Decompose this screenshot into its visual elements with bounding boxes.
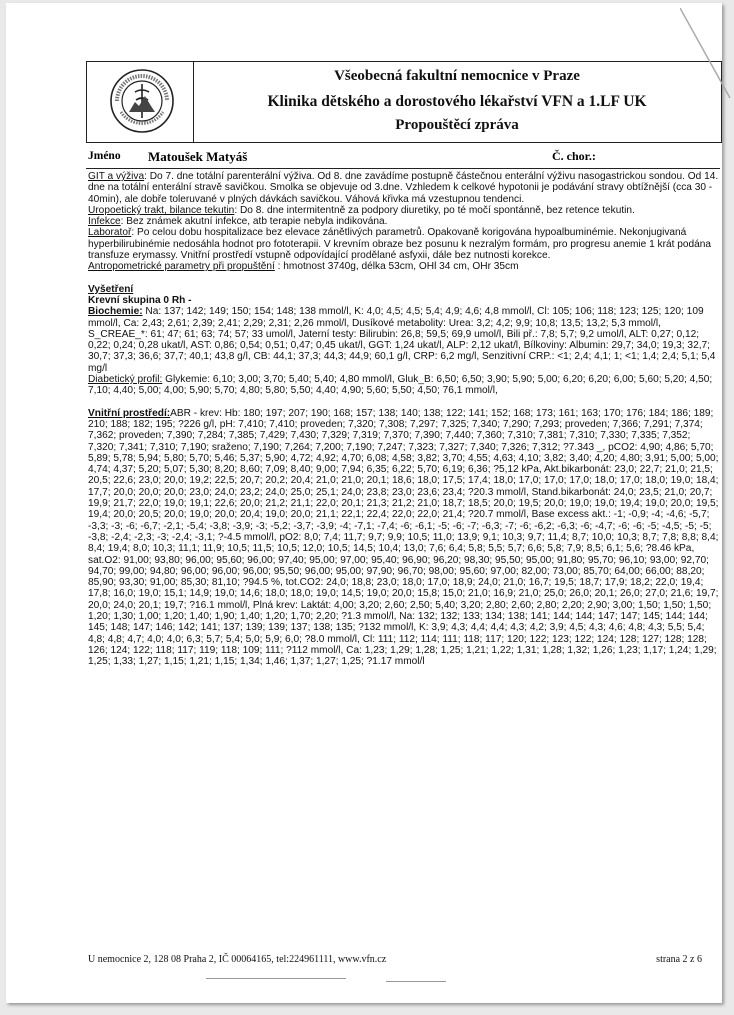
patient-row bbox=[86, 148, 720, 169]
uro-text: : Do 8. dne intermitentně za podpory diuretiky, po té močí spontánně, bez retence tekutin. bbox=[234, 204, 635, 216]
footer-address: U nemocnice 2, 128 08 Praha 2, IČ 00064165, tel:224961111, www.vfn.cz bbox=[88, 954, 387, 965]
lab-label: Laboratoř bbox=[88, 227, 132, 239]
footer bbox=[88, 954, 720, 965]
anthro-text: : hmotnost 3740g, délka 53cm, OHl 34 cm, OHr 35cm bbox=[274, 261, 519, 273]
patient-name: Matoušek Matyáš bbox=[148, 149, 248, 164]
git-text: : Do 7. dne totální parenterální výživa. Od 8. dne zavádíme postupně částečnou enterální výživu nasogastrickou sondou. Od 14. dne na totální enterální stravě savičkou. Smolka se objevuje od 3.dne. Vzhledem k celkové hypotonii je podávání stravy obtížnější (cca 30 - 40min), ale dobře toleruvané v plných dávkách savičkou. Váhová křivka má vzestupnou tendenci. bbox=[88, 171, 719, 205]
document-page bbox=[6, 3, 722, 1003]
lab-text: : Po celou dobu hospitalizace bez elevace zánětlivých parametrů. Opakovaně korigována hypoalbuminémie. Nekonjugivaná hyperbilirubinémie nedosáhla hodnot pro fototerapii. V krevním obraze bez posunu k nezralým formám, pro progresu anemie 1 krát podána transfuze erymassy. Vnitřní prostředí vstupně odpovídající prodělané asfyxii, dále bez nutnosti korekce. bbox=[88, 227, 712, 262]
hospital-seal-logo bbox=[109, 68, 175, 134]
blood-group: Krevní skupina 0 Rh - bbox=[88, 294, 192, 306]
vysetreni-heading: Vyšetření bbox=[88, 283, 134, 295]
inf-paragraph bbox=[88, 216, 720, 227]
name-label: Jméno bbox=[88, 150, 121, 162]
inf-label: Infekce bbox=[88, 216, 121, 228]
scan-artifact-line bbox=[206, 978, 346, 979]
biochemie-paragraph bbox=[88, 306, 720, 374]
vnitrni-paragraph bbox=[88, 408, 720, 668]
report-body bbox=[88, 171, 720, 667]
vnitrni-label: Vnitřní prostředí: bbox=[88, 407, 171, 419]
diab-text: Glykemie: 6,10; 3,00; 3,70; 5,40; 5,40; 4,80 mmol/l, Gluk_B: 6,50; 6,50; 3,90; 5,90; 5,00; 6,20; 6,20; 6,00; 5,60; 5,20; 4,50; 7,10; 4,40; 5,00; 4,00; 5,90; 5,70; 4,80; 5,80; 5,50; 4,40; 4,90; 5,60; 5,50; 4,50; 76,1 mmol/l, bbox=[88, 374, 713, 397]
diab-paragraph bbox=[88, 374, 720, 397]
page-number: strana 2 z 6 bbox=[656, 954, 702, 965]
hospital-name: Všeobecná fakultní nemocnice v Praze bbox=[334, 68, 580, 84]
inf-text: : Bez známek akutní infekce, atb terapie nebyla indikována. bbox=[120, 216, 388, 228]
anthro-label: Antropometrické parametry při propuštění bbox=[88, 261, 275, 273]
biochemie-label: Biochemie: bbox=[88, 306, 143, 318]
git-paragraph bbox=[88, 171, 720, 205]
uro-paragraph bbox=[88, 205, 720, 216]
clinic-name: Klinika dětského a dorostového lékařství VFN a 1.LF UK bbox=[267, 93, 647, 110]
vnitrni-text: ABR - krev: Hb: 180; 197; 207; 190; 168; 157; 138; 140; 138; 122; 141; 152; 168; 173; 161; 163; 170; 176; 184; 186; 189; 210; 188; 182; 195; ?226 g/l, pH: 7,410; 7,410; proveden; 7,320; 7,308; 7,297; 7,325; 7,340; 7,290; 7,293; proveden; 7,366; 7,291; 7,374; 7,362; proveden; 7,390; 7,284; 7,385; 7,429; 7,430; 7,329; 7,319; 7,370; 7,390; 7,440; 7,360; 7,310; 7,381; 7,310; 7,330; 7,335; 7,352; 7,320; 7,341; 7,310; 7,190; sraženo; 7,190; 7,264; 7,200; 7,190; 7,247; 7,323; 7,327; 7,340; 7,326; 7,312; ?7.343 _, pCO2: 4,90; 4,86; 5,70; 5,89; 5,78; 5,94; 5,80; 5,70; 5,46; 5,37; 5,90; 4,72; 4,92; 4,70; 6,08; 4,58; 3,82; 3,70; 4,55; 4,63; 4,10; 3,82; 3,40; 4,20; 4,80; 3,91; 5,00; 5,00; 4,74; 4,37; 5,20; 5,07; 5,30; 8,20; 8,60; 7,09; 8,40; 9,00; 7,94; 6,35; 6,22; 5,70; 6,19; 6,36; ?5,12 kPa, Akt.bikarbonát: 23,0; 22,7; 21,0; 21,5; 20,5; 22,6; 23,0; 20,0; 19,2; 22,5; 20,7; 20,2; 20,4; 21,0; 21,0; 20,1; 18,6; 18,0; 17,5; 17,4; 18,0; 17,0; 17,0; 17,0; 18,0; 17,0; 18,0; 19,0; 18,4; 17,7; 20,0; 20,0; 20,0; 23,0; 24,0; 23,2; 24,0; 25,0; 25,1; 24,0; 23,8; 23,0; 23,6; 23,4; ?20.3 mmol/l, Stand.bikarbonát: 24,0; 23,5; 21,0; 20,7; 19,9; 21,7; 22,0; 19,0; 19,1; 22,6; 20,0; 21,2; 21,1; 22,0; 20,1; 21,3; 21,2; 21,0; 18,7; 18,5; 20,0; 19,5; 20,0; 19,0; 19,0; 19,4; 19,0; 20,0; 19,5; 19,4; 20,0; 20,5; 20,0; 19,0; 20,0; 20,4; 19,0; 20,0; 21,1; 22,1; 22,4; 22,0; 22,0; 21,4; ?20.7 mmol/l, Base excess akt.: -1; -0,9; -4; -4,6; -5,7; -3,3; -3; -6; -6,7; -2,1; -5,4; -3,8; -3,9; -3; -5,2; -3,7; -3,9; -4; -7,1; -7,4; -6; -6,1; -5; -6; -7; -6,3; -7; -6; -6,2; -6,3; -6; -4,7; -6; -6; -5; -4,5; -5; -5; -3,8; -2,4; -2,3; -3; -2,4; -3,1; ?-4.5 mmol/l, pO2: 8,0; 7,4; 11,7; 9,7; 9,9; 10,5; 11,0; 13,9; 9,1; 10,3; 9,7; 11,4; 8,7; 10,0; 10,3; 8,7; 7,8; 8,8; 8,4; 8,4; 19,4; 8,0; 10,3; 11,1; 11,9; 10,5; 11,5; 10,5; 12,0; 10,5; 14,5; 10,4; 13,0; 7,6; 6,4; 5,8; 5,5; 5,7; 6,6; 5,8; 7,9; 8,5; 6,1; 5,6; ?8.46 kPa, sat.O2: 91,00; 93,80; 96,00; 95,60; 96,00; 97,40; 95,00; 97,00; 95,40; 96,90; 96,20; 98,30; 95,50; 95,00; 91,80; 95,70; 96,10; 93,00; 92,70; 94,70; 99,00; 94,80; 96,00; 96,00; 96,00; 95,50; 96,00; 95,00; 97,90; 96,70; 98,00; 95,60; 97,00; 82,00; 73,00; 85,70; 64,00; 66,00; 88,20; 85,90; 93,30; 91,00; 85,30; 81,10; ?94.5 %, tot.CO2: 24,0; 18,8; 23,0; 18,0; 17,0; 18,9; 24,0; 21,0; 16,7; 19,5; 18,7; 17,9; 18,2; 22,0; 19,4; 17,8; 16,0; 19,0; 15,1; 14,9; 19,0; 14,6; 18,0; 18,0; 19,0; 14,5; 19,0; 20,0; 15,8; 15,0; 21,0; 16,9; 21,0; 25,0; 26,0; 20,1; 26,0; 27,0; 21,6; 19,7; 20,0; 24,0; 20,1; 19,7; ?16.1 mmol/l, Plná krev: Laktát: 4,00; 3,20; 2,60; 2,50; 5,40; 3,20; 2,80; 2,60; 2,80; 2,20; 2,90; 3,00; 1,50; 1,50; 1,50; 1,20; 1,30; 1,00; 1,20; 1,40; 1,90; 1,40; 1,20; 1,70; 2,20; ?1.3 mmol/l, Na: 132; 132; 133; 134; 138; 141; 144; 144; 147; 147; 145; 144; 144; 145; 148; 147; 146; 142; 141; 137; 139; 139; 137; 138; 135; ?132 mmol/l, K: 3,9; 4,3; 4,4; 4,4; 4,3; 4,2; 3,9; 4,5; 4,3; 4,6; 4,8; 4,3; 5,5; 5,4; 4,8; 4,8; 4,7; 4,0; 4,0; 6,3; 5,7; 5,4; 5,0; 5,9; 6,0; ?8.0 mmol/l, Cl: 111; 112; 114; 111; 118; 117; 120; 122; 123; 122; 124; 128; 127; 128; 128; 126; 124; 122; 118; 117; 119; 118; 109; 111; ?112 mmol/l, Ca: 1,23; 1,29; 1,28; 1,25; 1,21; 1,22; 1,31; 1,28; 1,32; 1,26; 1,23; 1,17; 1,24; 1,29; 1,25; 1,33; 1,27; 1,15; 1,21; 1,15; 1,34; 1,46; 1,37; 1,27; 1,25; ?1.17 mmol/l bbox=[88, 407, 719, 668]
biochemie-text: Na: 137; 142; 149; 150; 154; 148; 138 mmol/l, K: 4,0; 4,5; 4,5; 5,4; 4,9; 4,6; 4,8 mmol/l, Cl: 105; 106; 118; 123; 125; 120; 109 mmol/l, Ca: 2,43; 2,61; 2,39; 2,41; 2,29; 2,31; 2,26 mmol/l, Dusíkové metabolity: Urea: 3,2; 4,2; 9,9; 10,8; 13,5; 13,2; 5,3 mmol/l, S_CREAE_*: 61; 47; 61; 63; 74; 57; 33 umol/l, Jaterní testy: Bilirubin: 26,8; 59,5; 69,9 umol/l, Bili př.: 7,8; 5,7; 9,2 umol/l, ALT: 0,27; 0,12; 0,22; 0,24; 0,28 ukat/l, AST: 0,86; 0,54; 0,51; 0,47; 0,45 ukat/l, GGT: 1,24 ukat/l, ALP: 2,12 ukat/l, Bílkoviny: Albumin: 29,7; 34,0; 19,3; 32,7; 30,7; 37,3; 36,6; 37,7; 40,1; 43,8 g/l, CB: 44,1; 37,3; 44,3; 44,9; 60,1 g/l, CRP: 6,2 mg/l, Senzitivní CRP.: <1; 2,4; 4,1; 1; <1; 1,4; 2,4; 5,1; 5,4 mg/l bbox=[88, 306, 716, 374]
git-label: GIT a výživa bbox=[88, 171, 145, 182]
letterhead bbox=[86, 61, 722, 143]
uro-label: Uropoetický trakt, bilance tekutin bbox=[88, 204, 235, 216]
document-type: Propouštěcí zpráva bbox=[395, 117, 519, 133]
scan-artifact-line bbox=[386, 981, 446, 982]
chor-label: Č. chor.: bbox=[552, 149, 596, 163]
page-corner-fold bbox=[680, 8, 734, 108]
logo-cell bbox=[87, 62, 194, 142]
anthro-paragraph bbox=[88, 261, 720, 272]
lab-paragraph bbox=[88, 227, 720, 261]
diab-label: Diabetický profil: bbox=[88, 374, 163, 386]
